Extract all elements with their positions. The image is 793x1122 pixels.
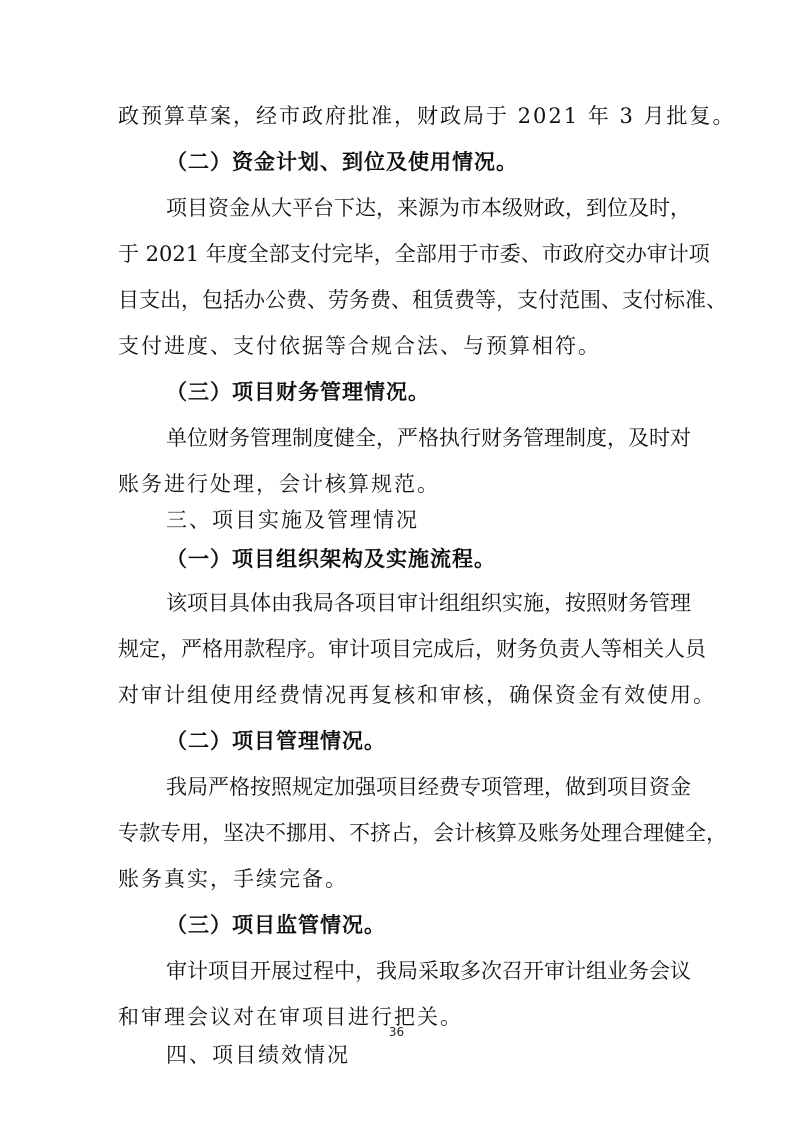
paragraph-line: 政预算草案，经市政府批准，财政局于 2021 年 3 月批复。 xyxy=(118,104,736,128)
paragraph-line: 审计项目开展过程中，我局采取多次召开审计组业务会议 xyxy=(166,959,691,983)
section-heading: （三）项目财务管理情况。 xyxy=(166,380,430,404)
paragraph-line: 规定，严格用款程序。审计项目完成后，财务负责人等相关人员 xyxy=(118,637,706,661)
section-heading: （二）资金计划、到位及使用情况。 xyxy=(166,150,518,174)
paragraph-line: 支付进度、支付依据等合规合法、与预算相符。 xyxy=(118,334,601,358)
section-heading: （一）项目组织架构及实施流程。 xyxy=(166,547,496,571)
paragraph-line: 我局严格按照规定加强项目经费专项管理，做到项目资金 xyxy=(166,775,691,799)
chapter-heading: 三、项目实施及管理情况 xyxy=(166,508,419,532)
paragraph-line: 专款专用，坚决不挪用、不挤占，会计核算及账务处理合理健全， xyxy=(118,821,727,845)
paragraph-line: 和审理会议对在审项目进行把关。 xyxy=(118,1005,463,1029)
paragraph-line: 账务进行处理，会计核算规范。 xyxy=(118,472,440,496)
paragraph-line: 该项目具体由我局各项目审计组组织实施，按照财务管理 xyxy=(166,591,691,615)
paragraph-line: 单位财务管理制度健全，严格执行财务管理制度，及时对 xyxy=(166,426,691,450)
page-number: 36 xyxy=(388,1025,405,1039)
section-heading: （二）项目管理情况。 xyxy=(166,729,386,753)
paragraph-line: 账务真实，手续完备。 xyxy=(118,867,348,891)
chapter-heading: 四、项目绩效情况 xyxy=(166,1043,350,1067)
section-heading: （三）项目监管情况。 xyxy=(166,913,386,937)
paragraph-line: 目支出，包括办公费、劳务费、租赁费等，支付范围、支付标准、 xyxy=(118,288,727,312)
paragraph-line: 于 2021 年度全部支付完毕，全部用于市委、市政府交办审计项 xyxy=(118,242,710,266)
paragraph-line: 项目资金从大平台下达，来源为市本级财政，到位及时， xyxy=(166,196,691,220)
paragraph-line: 对审计组使用经费情况再复核和审核，确保资金有效使用。 xyxy=(118,683,716,707)
